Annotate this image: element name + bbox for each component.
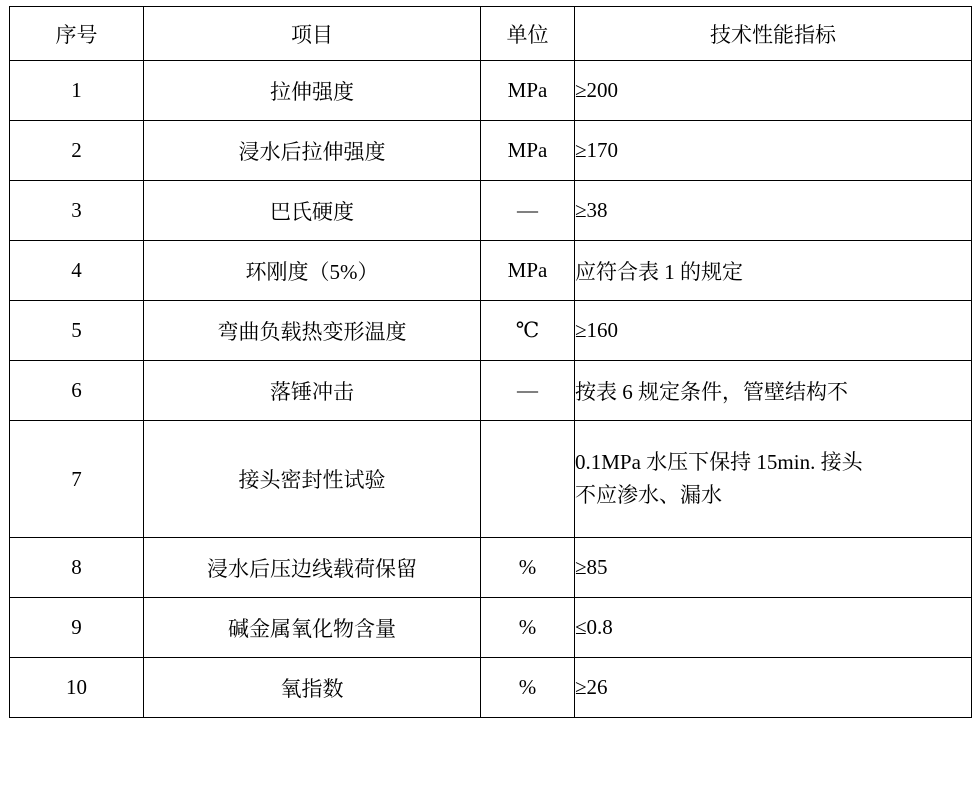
row-index: 10 xyxy=(10,658,144,718)
row-spec-line-2: 不应渗水、漏水 xyxy=(575,483,722,507)
row-unit: % xyxy=(481,538,575,598)
row-item: 环刚度（5%） xyxy=(144,241,481,301)
row-unit: — xyxy=(481,181,575,241)
row-spec: 应符合表 1 的规定 xyxy=(575,241,972,301)
table-row xyxy=(10,658,972,718)
row-item: 浸水后压边线载荷保留 xyxy=(144,538,481,598)
column-header-spec: 技术性能指标 xyxy=(575,7,972,61)
document-page xyxy=(0,6,980,787)
row-spec xyxy=(575,421,972,538)
row-unit: MPa xyxy=(481,241,575,301)
row-item: 巴氏硬度 xyxy=(144,181,481,241)
table-row xyxy=(10,121,972,181)
row-index: 5 xyxy=(10,301,144,361)
row-index: 1 xyxy=(10,61,144,121)
row-spec: 按表 6 规定条件，管壁结构不 xyxy=(575,361,972,421)
table-row xyxy=(10,61,972,121)
row-item: 接头密封性试验 xyxy=(144,421,481,538)
row-index: 4 xyxy=(10,241,144,301)
row-unit: % xyxy=(481,658,575,718)
row-index: 9 xyxy=(10,598,144,658)
row-index: 6 xyxy=(10,361,144,421)
row-spec: ≥38 xyxy=(575,181,972,241)
table-row xyxy=(10,181,972,241)
row-spec: ≥85 xyxy=(575,538,972,598)
row-spec: ≥200 xyxy=(575,61,972,121)
table-row xyxy=(10,241,972,301)
table-row xyxy=(10,421,972,538)
row-item: 弯曲负载热变形温度 xyxy=(144,301,481,361)
row-item: 碱金属氧化物含量 xyxy=(144,598,481,658)
row-spec-line-1: 0.1MPa 水压下保持 15min. 接头 xyxy=(575,450,863,475)
row-spec: ≤0.8 xyxy=(575,598,972,658)
table-row xyxy=(10,538,972,598)
column-header-item: 项目 xyxy=(144,7,481,61)
table-row xyxy=(10,361,972,421)
row-unit: ℃ xyxy=(481,301,575,361)
row-item: 氧指数 xyxy=(144,658,481,718)
row-spec: ≥26 xyxy=(575,658,972,718)
row-item: 落锤冲击 xyxy=(144,361,481,421)
row-index: 8 xyxy=(10,538,144,598)
row-unit: MPa xyxy=(481,61,575,121)
column-header-index: 序号 xyxy=(10,7,144,61)
row-unit xyxy=(481,421,575,538)
column-header-unit: 单位 xyxy=(481,7,575,61)
row-unit: — xyxy=(481,361,575,421)
technical-specification-table xyxy=(9,6,972,718)
table-row xyxy=(10,598,972,658)
table-row xyxy=(10,301,972,361)
row-spec: ≥170 xyxy=(575,121,972,181)
table-header-row xyxy=(10,7,972,61)
row-index: 7 xyxy=(10,421,144,538)
row-unit: % xyxy=(481,598,575,658)
row-item: 浸水后拉伸强度 xyxy=(144,121,481,181)
row-unit: MPa xyxy=(481,121,575,181)
row-index: 2 xyxy=(10,121,144,181)
row-item: 拉伸强度 xyxy=(144,61,481,121)
row-spec: ≥160 xyxy=(575,301,972,361)
row-index: 3 xyxy=(10,181,144,241)
